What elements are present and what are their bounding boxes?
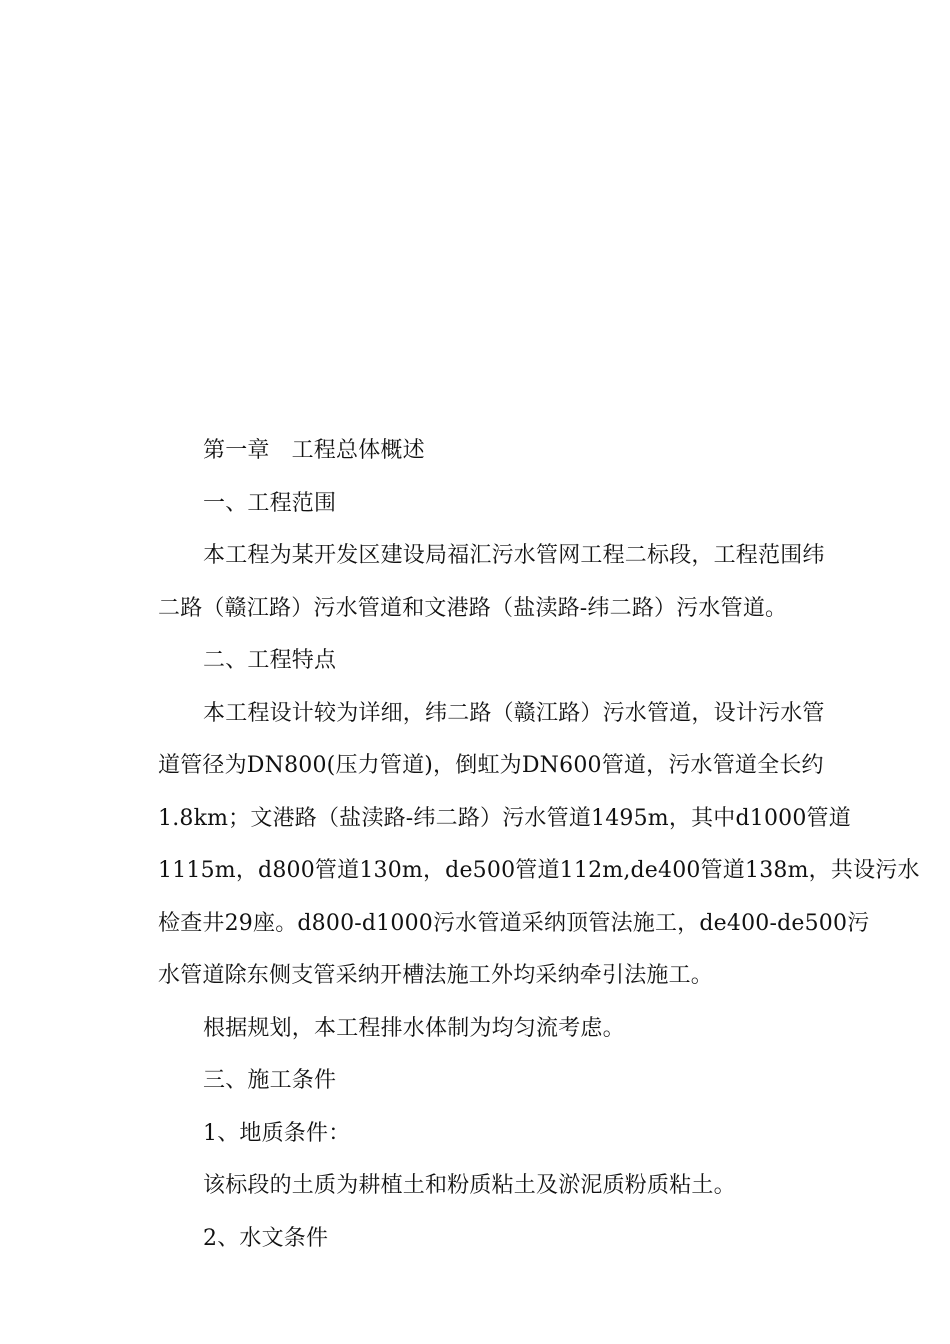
section-heading-conditions: 三、施工条件: [203, 1068, 337, 1093]
chapter-heading: [158, 425, 850, 478]
section-heading-scope: 一、工程范围: [203, 490, 337, 516]
paragraph-features-line-6: 水管道除东侧支管采纳开槽法施工外均采纳牵引法施工。: [158, 963, 714, 988]
paragraph-geology: 该标段的土质为耕植土和粉质粘土及淤泥质粉质粘土。: [203, 1173, 736, 1198]
paragraph-features-line-3: 1.8km；文港路（盐渎路-纬二路）污水管道1495m，其中d1000管道: [158, 805, 851, 831]
paragraph-scope-line-1: [158, 530, 850, 583]
chapter-title: 工程总体概述: [291, 438, 425, 463]
subheading-hydrology: 2、水文条件: [203, 1225, 329, 1251]
chapter-number: 第一章: [203, 438, 270, 463]
paragraph-features-line-2: 道管径为DN800(压力管道)，倒虹为DN600管道，污水管道全长约: [158, 753, 824, 778]
paragraph-features-line-5: 检查井29座。d800-d1000污水管道采纳顶管法施工，de400-de500污: [158, 910, 870, 936]
paragraph-features-line-1: 本工程设计较为详细，纬二路（赣江路）污水管道，设计污水管: [203, 700, 825, 726]
section-heading-features: 二、工程特点: [203, 648, 337, 673]
paragraph-scope-line-1-text: 本工程为某开发区建设局福汇污水管网工程二标段，工程范围纬: [203, 543, 825, 568]
subheading-geology: 1、地质条件：: [203, 1120, 351, 1146]
paragraph-features-line-4: 1115m，d800管道130m，de500管道112m,de400管道138m，共设污水: [158, 858, 920, 883]
paragraph-drainage: 根据规划，本工程排水体制为均匀流考虑。: [203, 1015, 625, 1041]
document-body: [158, 425, 920, 1265]
paragraph-scope-line-2: 二路（赣江路）污水管道和文港路（盐渎路-纬二路）污水管道。: [158, 595, 788, 621]
